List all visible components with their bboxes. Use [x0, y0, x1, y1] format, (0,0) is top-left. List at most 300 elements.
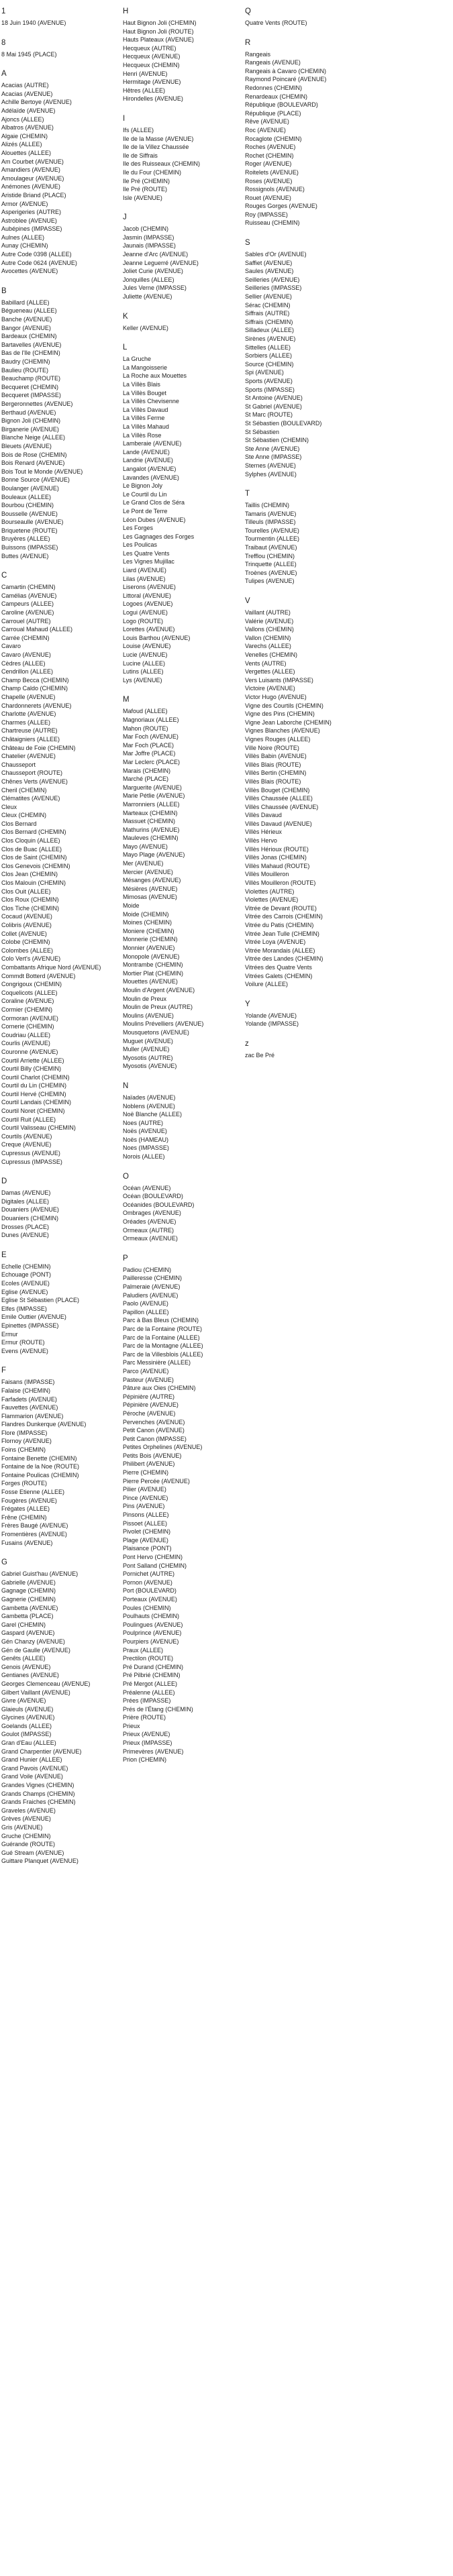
street-item: Ile de la Villez Chaussée: [123, 144, 189, 151]
street-item: Bergeronnettes (AVENUE): [1, 400, 73, 407]
letter-section: [123, 1254, 264, 1764]
street-item: Pépinière (AUTRE): [123, 1393, 175, 1400]
street-item: Goulot (IMPASSE): [1, 1731, 52, 1738]
street-item: Lavandes (AVENUE): [123, 474, 179, 481]
section-letter: N: [123, 1081, 129, 1090]
letter-section: [1, 1177, 142, 1240]
street-item: Ermur: [1, 1330, 18, 1338]
street-item: Mar Joffre (PLACE): [123, 750, 176, 757]
street-item: Moulin de Preux: [123, 995, 167, 1002]
index-column-2: [123, 7, 264, 1775]
street-item: Blanche Neige (ALLEE): [1, 434, 66, 441]
section-letter: Q: [245, 7, 251, 15]
street-item: Tulipes (AVENUE): [245, 578, 295, 585]
street-item: Prion (CHEMIN): [123, 1756, 167, 1764]
street-item: Ifs (ALLEE): [123, 126, 154, 133]
section-letter: F: [1, 1366, 7, 1375]
street-list: [123, 19, 264, 103]
letter-section: [123, 1081, 264, 1161]
street-item: Evens (AVENUE): [1, 1347, 48, 1354]
street-item: Mayo Plage (AVENUE): [123, 851, 185, 859]
section-letter: C: [1, 572, 7, 580]
section-letter: G: [1, 1558, 7, 1567]
street-item: La Villès Chevisenne: [123, 398, 179, 405]
street-item: Sables d'Or (AVENUE): [245, 251, 307, 258]
street-item: Cupressus (IMPASSE): [1, 1158, 62, 1165]
street-item: Tourelles (AVENUE): [245, 527, 299, 534]
street-item: 18 Juin 1940 (AVENUE): [1, 19, 66, 26]
street-item: Clos Tiche (CHEMIN): [1, 904, 60, 912]
street-item: Prieux (IMPASSE): [123, 1739, 172, 1747]
street-item: Le Pont de Terre: [123, 507, 168, 515]
street-item: Lande (AVENUE): [123, 448, 170, 455]
street-item: Les Poulicas: [123, 541, 158, 549]
street-item: Violettes (AUTRE): [245, 888, 295, 895]
street-item: Mésières (AVENUE): [123, 885, 178, 892]
street-item: Dunes (AVENUE): [1, 1232, 49, 1239]
street-item: Glycines (AVENUE): [1, 1714, 55, 1721]
street-list: [1, 583, 142, 1166]
section-letter: 8: [1, 38, 6, 47]
street-item: Guérande (ROUTE): [1, 1841, 56, 1848]
street-item: Villès Mahaud (ROUTE): [245, 862, 310, 869]
street-item: Lucine (ALLEE): [123, 659, 166, 667]
street-list: [123, 1184, 264, 1243]
street-item: Douaniers (AVENUE): [1, 1206, 59, 1214]
street-item: Tourmentin (ALLEE): [245, 535, 300, 543]
street-item: Pervenches (AVENUE): [123, 1418, 185, 1426]
letter-section: [1, 1366, 142, 1547]
street-item: Bégueneau (ALLEE): [1, 307, 57, 315]
street-item: Flornoy (AVENUE): [1, 1438, 52, 1445]
street-item: Spi (AVENUE): [245, 369, 284, 376]
street-item: Prectilon (ROUTE): [123, 1655, 174, 1662]
street-item: Trinquette (ALLEE): [245, 561, 297, 568]
street-item: Baudry (CHEMIN): [1, 358, 50, 365]
street-item: Pâture aux Oies (CHEMIN): [123, 1385, 196, 1392]
section-letter: H: [123, 7, 129, 15]
street-item: La Roche aux Mouettes: [123, 372, 187, 380]
street-item: Yolande (IMPASSE): [245, 1020, 299, 1028]
street-item: Poulhauts (CHEMIN): [123, 1613, 180, 1620]
street-item: Oréades (AVENUE): [123, 1218, 177, 1226]
street-item: Monopole (AVENUE): [123, 953, 180, 960]
street-item: La Villès Davaud: [123, 406, 168, 413]
street-item: Boulanger (AVENUE): [1, 484, 59, 492]
street-item: Eglise St Sébastien (PLACE): [1, 1297, 80, 1304]
street-item: Source (CHEMIN): [245, 360, 294, 368]
street-item: Louise (AVENUE): [123, 643, 171, 650]
street-item: Charmes (ALLEE): [1, 718, 51, 726]
street-item: Courtil Arriette (ALLEE): [1, 1057, 64, 1064]
street-item: Vitrée de Devant (ROUTE): [245, 904, 317, 912]
street-item: Carrouel (AUTRE): [1, 617, 51, 625]
street-item: Victor Hugo (AVENUE): [245, 693, 307, 700]
street-item: Coquelicots (ALLEE): [1, 989, 58, 996]
street-item: Bardeaux (CHEMIN): [1, 333, 57, 340]
street-item: Forges (ROUTE): [1, 1480, 48, 1487]
street-item: Marteaux (CHEMIN): [123, 809, 178, 816]
street-item: Bonne Source (AVENUE): [1, 476, 70, 484]
street-item: Roitelets (AVENUE): [245, 168, 299, 176]
street-item: Ile du Four (CHEMIN): [123, 168, 182, 176]
street-item: Landrie (AVENUE): [123, 457, 173, 464]
street-item: Yolande (AVENUE): [245, 1012, 297, 1019]
street-item: Plage (AVENUE): [123, 1536, 168, 1544]
street-item: Logoes (AVENUE): [123, 600, 173, 608]
street-item: Farfadets (AVENUE): [1, 1395, 57, 1403]
street-item: Vitrées des Quatre Vents: [245, 963, 312, 971]
street-item: Lilas (AVENUE): [123, 575, 166, 582]
street-item: Mimosas (AVENUE): [123, 894, 177, 901]
street-list: [1, 1570, 142, 1866]
street-item: Ajoncs (ALLEE): [1, 115, 44, 123]
street-item: Douaniers (CHEMIN): [1, 1215, 59, 1222]
street-item: Roses (AVENUE): [245, 177, 293, 184]
street-item: Acacias (AUTRE): [1, 82, 49, 89]
street-item: La Villès Bouget: [123, 389, 166, 396]
section-letter: B: [1, 286, 7, 295]
street-list: [245, 608, 386, 989]
street-item: Moulins Prévelliers (AVENUE): [123, 1020, 204, 1028]
street-item: Roches (AVENUE): [245, 144, 296, 151]
street-item: Flandres Dunkerque (AVENUE): [1, 1421, 87, 1428]
street-item: Clos de Buac (ALLEE): [1, 845, 62, 853]
letter-section: [245, 596, 386, 989]
street-item: Varechs (ALLEE): [245, 643, 291, 650]
street-item: Baulieu (ROUTE): [1, 366, 49, 374]
street-item: Ermur (ROUTE): [1, 1339, 45, 1346]
street-item: Pépinière (AVENUE): [123, 1401, 179, 1409]
street-item: Cendrillon (ALLEE): [1, 668, 54, 676]
street-item: Sylphes (AVENUE): [245, 470, 297, 478]
street-list: [245, 50, 386, 227]
street-item: Carroual Mahaud (ALLEE): [1, 626, 73, 633]
street-item: Hauts Plateaux (AVENUE): [123, 36, 194, 44]
street-list: [1, 1378, 142, 1547]
street-item: Colo Vert's (AVENUE): [1, 955, 61, 963]
street-item: Sellier (AVENUE): [245, 293, 292, 301]
street-item: Chartreuse (AUTRE): [1, 727, 58, 735]
street-item: Parc Messinière (ALLEE): [123, 1359, 191, 1366]
street-item: Aubépines (IMPASSE): [1, 225, 62, 233]
street-item: Villès Blais (ROUTE): [245, 761, 301, 768]
street-item: Redonnes (CHEMIN): [245, 84, 303, 91]
street-item: Grands Fraiches (CHEMIN): [1, 1799, 76, 1806]
street-list: [123, 1266, 264, 1764]
street-item: Anémones (AVENUE): [1, 183, 60, 191]
street-item: Algaie (CHEMIN): [1, 132, 48, 140]
street-list: [123, 355, 264, 684]
street-item: Armor (AVENUE): [1, 200, 48, 207]
street-item: Ile des Ruisseaux (CHEMIN): [123, 160, 201, 168]
street-item: Gaspard (AVENUE): [1, 1629, 55, 1637]
street-item: Ecoles (AVENUE): [1, 1279, 50, 1287]
street-item: Mar Foch (AVENUE): [123, 733, 179, 741]
street-item: Goelands (ALLEE): [1, 1722, 52, 1729]
section-letter: A: [1, 70, 7, 78]
street-item: Pornichet (AUTRE): [123, 1570, 175, 1578]
street-item: Grand Hunier (ALLEE): [1, 1756, 62, 1764]
street-item: Givre (AVENUE): [1, 1697, 46, 1705]
street-item: Troènes (AVENUE): [245, 569, 297, 576]
street-item: Villès Blais (ROUTE): [245, 777, 301, 785]
street-item: Georges Clemenceau (AVENUE): [1, 1680, 91, 1687]
street-item: Banche (AVENUE): [1, 316, 52, 323]
street-item: Raymond Poincaré (AVENUE): [245, 76, 327, 83]
street-item: Violettes (AVENUE): [245, 896, 299, 904]
street-item: Vigne des Pins (CHEMIN): [245, 710, 315, 718]
letter-section: [123, 343, 264, 684]
street-item: Babillard (ALLEE): [1, 299, 50, 306]
street-item: Prieux: [123, 1722, 140, 1729]
street-item: Vitrée des Carrois (CHEMIN): [245, 913, 323, 920]
letter-section: [123, 114, 264, 202]
street-item: Lucie (AVENUE): [123, 651, 168, 658]
street-item: Ville Noire (ROUTE): [245, 744, 299, 751]
letter-section: [245, 38, 386, 227]
street-item: Tamaris (AVENUE): [245, 510, 297, 517]
street-item: Marie Pétlie (AVENUE): [123, 792, 185, 800]
street-item: Campeurs (ALLEE): [1, 600, 54, 608]
street-item: Villès Chaussée (AVENUE): [245, 803, 319, 810]
letter-section: [245, 1000, 386, 1028]
street-item: Buttes (AVENUE): [1, 552, 49, 559]
street-item: Courtil Noret (CHEMIN): [1, 1108, 65, 1115]
street-item: Berthaud (AVENUE): [1, 409, 56, 416]
street-item: Astroblee (AVENUE): [1, 217, 57, 224]
street-item: Logo (ROUTE): [123, 617, 164, 625]
street-item: Villès Mouilleron: [245, 871, 289, 878]
street-item: Villès Jonas (CHEMIN): [245, 854, 307, 861]
letter-section: [123, 213, 264, 301]
street-item: Courtil Landais (CHEMIN): [1, 1099, 72, 1106]
street-item: Vitrée Jean Tulle (CHEMIN): [245, 930, 319, 937]
section-letter: 1: [1, 7, 6, 15]
street-item: Faisans (IMPASSE): [1, 1379, 55, 1386]
index-column-3: [245, 7, 386, 1071]
street-item: Pasteur (AVENUE): [123, 1376, 174, 1383]
street-item: Drosses (PLACE): [1, 1223, 50, 1230]
section-letter: M: [123, 696, 130, 704]
street-item: Bleuets (AVENUE): [1, 442, 52, 449]
street-item: Vignes Rouges (ALLEE): [245, 735, 311, 743]
street-item: Porteaux (AVENUE): [123, 1595, 177, 1603]
street-list: [245, 1012, 386, 1028]
street-item: Aunay (CHEMIN): [1, 242, 48, 250]
street-item: Grands Champs (CHEMIN): [1, 1790, 75, 1797]
street-item: Cavaro: [1, 643, 21, 650]
street-item: 8 Mai 1945 (PLACE): [1, 50, 57, 58]
street-item: Mortier Plat (CHEMIN): [123, 969, 184, 977]
street-item: Achille Bertoye (AVENUE): [1, 99, 72, 106]
street-item: Sorbiers (ALLEE): [245, 352, 293, 360]
street-item: Genois (AVENUE): [1, 1663, 51, 1670]
street-list: [1, 50, 142, 59]
street-item: Vallons (CHEMIN): [245, 626, 294, 633]
street-item: Léon Dubes (AVENUE): [123, 516, 186, 523]
street-item: Clos Jean (CHEMIN): [1, 871, 58, 878]
street-item: Pierre (CHEMIN): [123, 1469, 169, 1477]
street-item: Quatre Vents (ROUTE): [245, 19, 307, 26]
street-item: Couronne (AVENUE): [1, 1048, 58, 1055]
street-item: Fougères (AVENUE): [1, 1497, 57, 1504]
section-letter: L: [123, 343, 128, 352]
street-item: Gris (AVENUE): [1, 1824, 43, 1831]
street-item: Renardeaux (CHEMIN): [245, 93, 308, 100]
street-item: Moulin de Preux (AUTRE): [123, 1004, 193, 1011]
street-item: Noës (HAMEAU): [123, 1136, 169, 1143]
street-item: Myosotis (AUTRE): [123, 1054, 173, 1061]
index-column-1: [1, 7, 142, 1876]
street-item: Moide: [123, 902, 140, 910]
street-item: Parc de la Villesblois (ALLEE): [123, 1350, 203, 1358]
street-item: Muller (AVENUE): [123, 1046, 170, 1053]
street-item: Clos Bernard (CHEMIN): [1, 828, 66, 836]
street-item: Mar Leclerc (PLACE): [123, 758, 181, 765]
street-item: Vignes Blanches (AVENUE): [245, 727, 320, 735]
street-item: Marronniers (ALLEE): [123, 800, 180, 808]
street-item: Clos Bernard: [1, 820, 37, 827]
street-item: Courtil Ruit (ALLEE): [1, 1116, 56, 1123]
street-item: Ormeaux (AUTRE): [123, 1226, 174, 1234]
street-item: Birganerie (AVENUE): [1, 425, 59, 433]
street-item: Port (BOULEVARD): [123, 1587, 177, 1595]
street-item: Cèdres (ALLEE): [1, 659, 46, 667]
street-list: [245, 250, 386, 478]
letter-section: [123, 1172, 264, 1243]
street-list: [245, 501, 386, 586]
street-item: Vallon (CHEMIN): [245, 634, 291, 641]
street-list: [1, 1189, 142, 1240]
street-item: Keller (AVENUE): [123, 324, 168, 331]
street-item: Echouage (PONT): [1, 1271, 52, 1279]
street-item: Grandes Vignes (CHEMIN): [1, 1782, 74, 1789]
street-item: La Villès Ferme: [123, 415, 165, 422]
street-item: Villès Bouget (CHEMIN): [245, 786, 310, 794]
street-item: Bousselle (AVENUE): [1, 510, 58, 517]
street-item: Roy (IMPASSE): [245, 211, 288, 218]
street-item: Vaillant (AUTRE): [245, 609, 291, 616]
street-item: Clos Roux (CHEMIN): [1, 896, 59, 904]
street-item: Champ Becca (CHEMIN): [1, 676, 69, 684]
street-item: Roger (AVENUE): [245, 160, 292, 168]
street-item: Fusains (AVENUE): [1, 1539, 53, 1546]
street-item: Villès Davaud (AVENUE): [245, 820, 312, 827]
street-item: La Villès Rose: [123, 431, 162, 439]
street-item: Gén de Gaulle (AVENUE): [1, 1646, 70, 1654]
street-item: Noes (AUTRE): [123, 1119, 164, 1126]
street-item: Alouettes (ALLEE): [1, 149, 52, 156]
section-letter: S: [245, 239, 250, 248]
street-item: Mercier (AVENUE): [123, 868, 173, 875]
street-item: St Sébastien (CHEMIN): [245, 437, 309, 444]
street-item: Bignon Joli (CHEMIN): [1, 417, 61, 425]
street-item: Cleux (CHEMIN): [1, 812, 47, 819]
street-item: Pont Hervo (CHEMIN): [123, 1554, 183, 1560]
street-item: Ile Pré (CHEMIN): [123, 177, 170, 184]
street-item: Bois Renard (AVENUE): [1, 460, 65, 467]
street-item: Les Vignes Mujillac: [123, 558, 174, 566]
letter-section: [1, 7, 142, 28]
street-item: Villès Mouilleron (ROUTE): [245, 879, 316, 887]
street-item: La Gruche: [123, 356, 152, 363]
street-item: Pilier (AVENUE): [123, 1486, 166, 1493]
street-item: Les Forges: [123, 525, 154, 532]
street-item: Clos Ouit (ALLEE): [1, 888, 51, 895]
street-item: Gentianes (AVENUE): [1, 1672, 59, 1679]
street-item: Moulins (AVENUE): [123, 1012, 174, 1019]
street-item: St Gabriel (AVENUE): [245, 402, 302, 410]
street-item: Guittare Planquet (AVENUE): [1, 1858, 79, 1865]
street-item: Graveles (AVENUE): [1, 1807, 56, 1814]
street-item: Eglise (AVENUE): [1, 1288, 48, 1295]
street-item: Cocaud (AVENUE): [1, 913, 52, 920]
street-item: Paolo (AVENUE): [123, 1300, 168, 1307]
street-item: Gambetta (AVENUE): [1, 1604, 58, 1611]
street-item: Mauleves (CHEMIN): [123, 835, 179, 842]
street-item: Vents (AUTRE): [245, 659, 287, 667]
street-item: Ile Pré (ROUTE): [123, 186, 168, 193]
street-item: Siffrais (CHEMIN): [245, 318, 293, 325]
street-item: Ruisseau (CHEMIN): [245, 219, 300, 227]
street-item: Chardonnerets (AVENUE): [1, 702, 72, 709]
street-item: Fauvettes (AVENUE): [1, 1404, 58, 1411]
street-item: Clos de Saint (CHEMIN): [1, 854, 67, 861]
street-list: [123, 324, 264, 333]
street-item: Bourseaulle (AVENUE): [1, 519, 64, 526]
street-item: Jeanne Leguerré (AVENUE): [123, 259, 199, 266]
street-item: Château de Foie (CHEMIN): [1, 744, 76, 751]
street-item: Magnoriaux (ALLEE): [123, 716, 179, 723]
section-letter: D: [1, 1177, 7, 1186]
street-item: Rouges Gorges (AVENUE): [245, 203, 317, 210]
street-list: [123, 225, 264, 301]
street-item: Aulnes (ALLEE): [1, 233, 45, 241]
street-item: Damas (AVENUE): [1, 1189, 51, 1197]
street-item: Colobe (CHEMIN): [1, 938, 50, 946]
street-item: Hecqueux (AVENUE): [123, 53, 181, 60]
street-item: Pornon (AVENUE): [123, 1578, 172, 1586]
street-item: Gén Chanzy (AVENUE): [1, 1638, 65, 1645]
street-item: Petits Bois (AVENUE): [123, 1452, 182, 1459]
street-item: Bois de Rose (CHEMIN): [1, 451, 67, 458]
street-item: Sports (IMPASSE): [245, 386, 295, 393]
street-item: Lutins (ALLEE): [123, 668, 164, 676]
street-item: Cupressus (AVENUE): [1, 1150, 60, 1157]
street-item: Fromentières (AVENUE): [1, 1531, 67, 1538]
street-item: St Antoine (AVENUE): [245, 394, 303, 402]
street-item: Naïades (AVENUE): [123, 1093, 176, 1101]
street-item: Pinsons (ALLEE): [123, 1511, 169, 1519]
street-item: Cheril (CHEMIN): [1, 786, 47, 794]
street-item: Moines (CHEMIN): [123, 919, 172, 926]
street-item: Vergettes (ALLEE): [245, 668, 295, 676]
street-item: Rangeais (AVENUE): [245, 59, 301, 66]
street-item: Prieux (AVENUE): [123, 1731, 170, 1738]
street-item: zac Be Pré: [245, 1051, 275, 1059]
letter-section: [245, 489, 386, 586]
street-item: Haut Bignon Joli (CHEMIN): [123, 19, 197, 26]
street-item: Gabrielle (AVENUE): [1, 1578, 56, 1586]
letter-section: [1, 571, 142, 1166]
street-item: Trefflou (CHEMIN): [245, 552, 295, 559]
street-item: Littoral (AVENUE): [123, 592, 171, 599]
street-item: Camélias (AVENUE): [1, 592, 57, 599]
street-list: [123, 707, 264, 1071]
street-item: Bas de l'Ile (CHEMIN): [1, 350, 60, 357]
street-item: Coraline (AVENUE): [1, 998, 54, 1005]
